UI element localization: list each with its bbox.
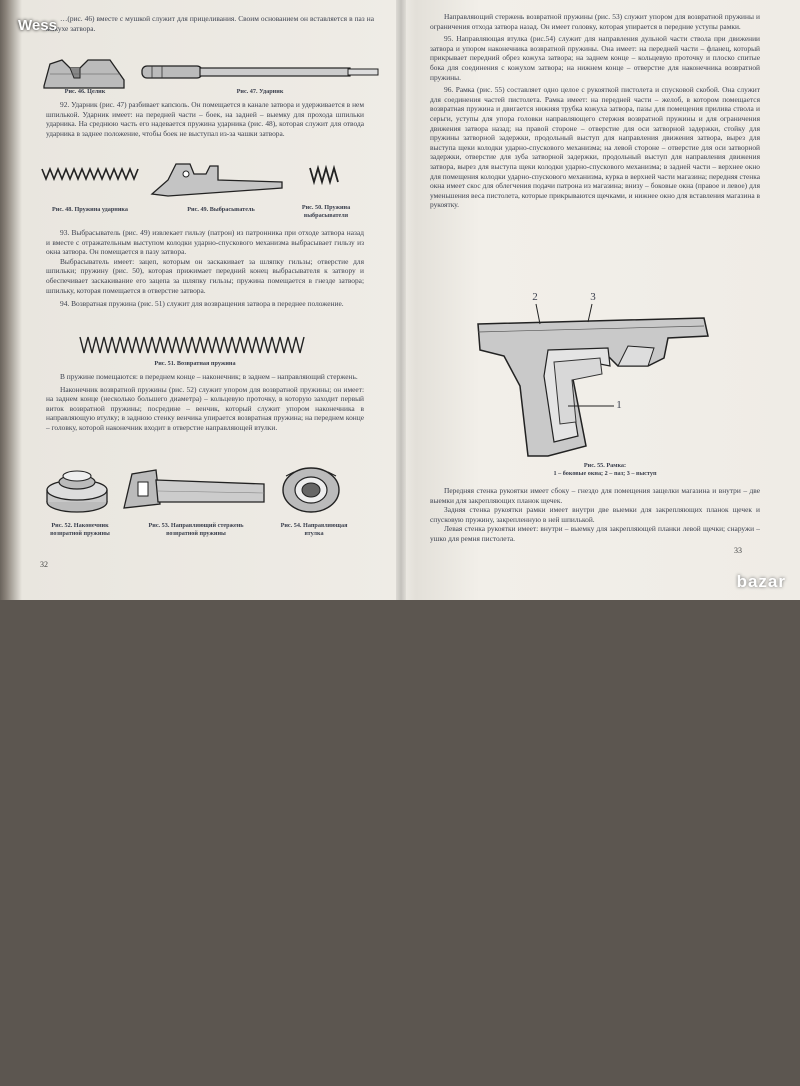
fig51-recoil-spring-drawing bbox=[78, 334, 308, 356]
left-intro: …(рис. 46) вместе с мушкой служит для прицеливания. Своим основанием он вставляется в паз на кожухе затвора. bbox=[46, 14, 374, 33]
fig52-caption: Рис. 52. Наконечник возвратной пружины bbox=[50, 522, 110, 537]
fig48-striker-spring-drawing bbox=[40, 166, 140, 182]
fig50-caption: Рис. 50. Пружина выбрасывателя bbox=[301, 204, 351, 219]
fig54-guide-bushing-drawing bbox=[276, 462, 346, 518]
fig55-caption-title: Рис. 55. Рамка: bbox=[583, 462, 627, 469]
fig47-caption: Рис. 47. Ударник bbox=[236, 88, 284, 95]
fig55-label-1: 1 bbox=[616, 399, 622, 411]
paragraph-94-parts: В пружине помещаются: в переднем конце – наконечник; в заднем – направляющий стержень. bbox=[60, 372, 358, 381]
fig55-caption bbox=[520, 462, 690, 477]
fig55-frame-drawing bbox=[468, 296, 724, 462]
fig53-guide-rod-drawing bbox=[116, 464, 272, 520]
paragraph-93: 93. Выбрасыватель (рис. 49) извлекает гильзу (патрон) из патронника при отходе затвора назад и вместе с отражательным выступом колодки ударно-спускового механизма выбрасывает гильзу из окна затвора. Он помещается в пазу затвора. bbox=[46, 228, 364, 257]
watermark-wess: Wess bbox=[18, 17, 57, 34]
right-page-number: 33 bbox=[734, 546, 742, 555]
fig46-caption: Рис. 46. Целик bbox=[64, 88, 106, 95]
fig46-rear-sight-drawing bbox=[40, 50, 130, 92]
paragraph-front-wall: Передняя стенка рукоятки имеет сбоку – гнездо для помещения защелки магазина и внутри – две выемки для закрепляющих планок щечек. bbox=[430, 486, 760, 505]
fig49-caption: Рис. 49. Выбрасыватель bbox=[187, 206, 255, 213]
fig53-caption: Рис. 53. Направляющий стержень возвратной пружины bbox=[148, 522, 244, 537]
fig52-spring-tip-drawing bbox=[42, 462, 112, 518]
fig55-caption-legend: 1 – боковые окна; 2 – паз; 3 – выступ bbox=[553, 469, 657, 477]
left-page-number: 32 bbox=[40, 560, 48, 569]
fig48-caption: Рис. 48. Пружина ударника bbox=[52, 206, 128, 213]
paragraph-96: 96. Рамка (рис. 55) составляет одно целое с рукояткой пистолета и спусковой скобой. Она служит для соединения частей пистолета. Рамка имеет: на передней части – желоб, в котором помещается возвратная пружина и двигается нижняя трубка кожуха затвора, пазы для помещения прилива ствола и серьги, уступы для упора головки направляющего стержня возвратной пружины и для ограничения движения затвора назад; на правой стороне – отверстие для оси затворной задержки, стойку для пружины затворной задержки, продольный выступ для направления движения затвора, вырез для выступа щеки колодки ударно-спускового механизма; на левой стороне – отверстие для оси затворной задержки, отверстие для зуба затворной задержки, продольный выступ для направления движения затвора, вырез для выступа щеки колодки ударно-спускового механизма; в задней части – верхнее окно для помещения колодки ударно-спускового механизма, курка в верхней части магазина; передняя стенка окна имеет скос для облегчения подачи патрона из магазина; внизу – боковые окна (правое и левое) для уменьшения веса пистолета, которые прикрываются щечками, и нижнее окно для вставления магазина в рукоятку. bbox=[430, 85, 760, 210]
fig50-extractor-spring-drawing bbox=[306, 160, 342, 190]
paragraph-93-details: Выбрасыватель имеет: зацеп, которым он заскакивает за шляпку гильзы; отверстие для шпильки; пружину (рис. 50), которая прижимает передний конец выбрасывателя к затвору и обеспечивает заскакивание его зацепа за шляпку гильзы; пружина помещается в гнезде затвора; шпильку, которая помещается в отверстие затвора. bbox=[46, 256, 364, 295]
fig55-label-2: 2 bbox=[532, 291, 538, 303]
fig49-extractor-drawing bbox=[146, 158, 286, 202]
right-bottom-block bbox=[430, 486, 760, 1086]
paragraph-92: 92. Ударник (рис. 47) разбивает капсюль. Он помещается в канале затвора и удерживается в нем шпилькой. Ударник имеет: на передней части – боек, на задней – выемку для прохода шпильки ударника. На среднюю часть его надевается пружина ударника (рис. 48), которая служит для отвода ударника в заднее положение, чтобы боек не выступал из-за чашки затвора. bbox=[46, 100, 364, 138]
paragraph-guide-rod: Направляющий стержень возвратной пружины (рис. 53) служит упором для возвратной пружины и ограничения отхода затвора назад. Он имеет головку, которая упирается в передние уступы рамки. bbox=[430, 12, 760, 31]
fig54-caption: Рис. 54. Направляющая втулка bbox=[280, 522, 348, 537]
paragraph-94: 94. Возвратная пружина (рис. 51) служит для возвращения затвора в переднее положение. bbox=[60, 299, 344, 309]
fig55-label-3: 3 bbox=[590, 291, 596, 303]
fig47-striker-drawing bbox=[138, 58, 384, 84]
fig51-caption: Рис. 51. Возвратная пружина bbox=[154, 360, 236, 367]
paragraph-left-wall: Левая стенка рукоятки имеет: внутри – выемку для закрепляющей планки левой щечки; снаружи – ушко для ремня пистолета. bbox=[430, 524, 760, 543]
paragraph-95: 95. Направляющая втулка (рис.54) служит для направления дульной части ствола при движении затвора и упором наконечника возвратной пружины. Она имеет: на передней части – фланец, который прикрывает передний обрез кожуха затвора; на заднем конце – кольцевую проточку и плоско спитые бока для соединения с кожухом затвора; на нижнем конце – отверстие для наконечника возвратной пружины. bbox=[430, 34, 760, 82]
bazar-logo: bazar bbox=[736, 572, 786, 591]
paragraph-94-tip: Наконечник возвратной пружины (рис. 52) служит упором для возвратной пружины; он имеет: на заднем конце (несколько большего диаметра) – кольцевую проточку, в которую заходит первый виток возвратной пружины; посредине – венчик, который служит упором наконечника в направляющую втулку; в заднюю стенку венчика упирается возвратная пружина; на переднем конце – головку, которой наконечник входит в отверстие направляющей втулки. bbox=[46, 384, 364, 432]
paragraph-back-wall: Задняя стенка рукоятки рамки имеет внутри две выемки для закрепляющих планок щечек и спусковую пружину, закрепленную в ней шпилькой. bbox=[430, 505, 760, 524]
